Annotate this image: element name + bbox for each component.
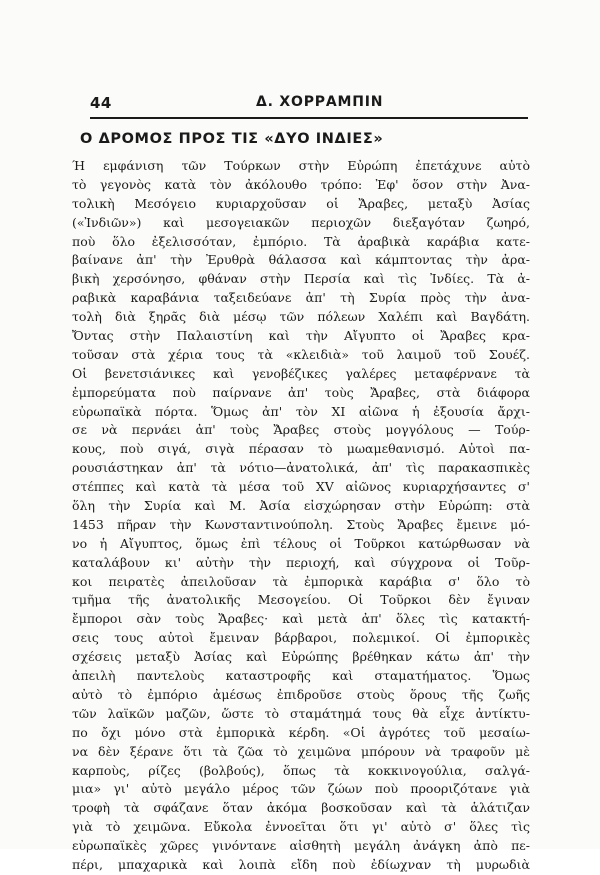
running-head-author: Δ. ΧΟΡΡΑΜΠΙΝ [256,94,384,110]
text-line: σχέσεις μεταξὺ Ἀσίας καὶ Εὐρώπης βρέθηκαν κάτω ἀπ' τὴν [72,649,530,665]
text-line: ὅλη τὴν Συρία καὶ Μ. Ἀσία εἰσχώρησαν στὴν Εὐρώπη: στὰ [72,498,530,514]
text-line: μια» γι' αὐτὸ μεγάλο μέρος τῶν ζώων ποὺ προοριζότανε γιὰ [72,781,530,797]
text-line: ἐμπορεύματα ποὺ παίρνανε ἀπ' τοὺς Ἄραβες, στὰ διάφορα [72,384,530,400]
text-line: ἀπειλὴ παντελοὺς καταστροφῆς καὶ σταματήματος. Ὅμως [72,668,530,684]
header-rule [90,117,528,119]
text-line: ραβικὰ καραβάνια ταξειδεύανε ἀπ' τὴ Συρία πρὸς τὴν ἀνα- [72,290,530,306]
page-number: 44 [90,94,112,112]
text-line: γιὰ τὸ χειμῶνα. Εὔκολα ἐννοεῖται ὅτι γι' αὐτὸ σ' ὅλες τὶς [72,819,530,835]
text-line: εὐρωπαϊκὰ πόρτα. Ὅμως ἀπ' τὸν XI αἰῶνα ἡ ἐξουσία ἄρχι- [72,403,530,419]
text-line: ρουσιάστηκαν ἀπ' τὰ νότιο—ἀνατολικά, ἀπ' τὶς παρακασπικὲς [72,460,530,476]
text-line: Οἱ βενετσιάνικες καὶ γενοβέζικες γαλέρες μεταφέρνανε τὰ [72,365,530,381]
text-line: νο ἡ Αἴγυπτος, ὅμως ἐπὶ τέλους οἱ Τοῦρκοι κατώρθωσαν νὰ [72,535,530,551]
text-line: βαίνανε ἀπ' τὴν Ἐρυθρὰ θάλασσα καὶ κάμπτοντας τὴν ἀρα- [72,252,530,268]
text-line: κοι πειρατὲς ἀπειλοῦσαν τὰ ἐμπορικὰ καράβια σ' ὅλο τὸ [72,573,530,589]
text-line: τοῦσαν στὰ χέρια τους τὰ «κλειδιὰ» τοῦ λαιμοῦ τοῦ Σουέζ. [72,346,530,362]
text-line: τμῆμα τῆς ἀνατολικῆς Μεσογείου. Οἱ Τοῦρκοι δὲν ἔγιναν [72,592,530,608]
body-text [72,157,530,875]
text-line: κους, ποὺ σιγά, σιγὰ πέρασαν τὸ μωαμεθανισμό. Αὐτοὶ πα- [72,441,530,457]
text-line: («Ἰνδιῶν») καὶ μεσογειακῶν περιοχῶν διεξαγόταν ζωηρό, [72,214,530,230]
text-line: βικὴ χερσόνησο, φθάναν στὴν Περσία καὶ τὶς Ἰνδίες. Τὰ ἀ- [72,271,530,287]
text-line: εὐρωπαϊκὲς χῶρες γινόντανε αἰσθητὴ μεγάλη ἀνάγκη ἀπὸ πε- [72,838,530,854]
text-line: πέρι, μπαχαρικὰ καὶ λοιπὰ εἴδη ποὺ ἐδίωχναν τὴ μυρωδιὰ [72,856,530,872]
text-line: Ὄντας στὴν Παλαιστίνη καὶ τὴν Αἴγυπτο οἱ Ἄραβες κρα- [72,328,530,344]
text-line: σε νὰ περνάει ἀπ' τοὺς Ἄραβες στοὺς μογγόλους — Τούρ- [72,422,530,438]
text-line: τολὴ διὰ ξηρᾶς διὰ μέσῳ τῶν πόλεων Χαλέπι καὶ Βαγδάτη. [72,309,530,325]
text-line: πο ὄχι μόνο στὰ ἐμπορικὰ κέρδη. «Οἱ ἀγρότες τοῦ μεσαίω- [72,724,530,740]
text-line: 1453 πῆραν τὴν Κωνσταντινούπολη. Στοὺς Ἄραβες ἔμεινε μό- [72,516,530,532]
text-line: τῶν λαϊκῶν μαζῶν, ὥστε τὸ σταμάτημά τους θὰ εἶχε ἀντίκτυ- [72,705,530,721]
text-line: καταλάβουν κι' αὐτὴν τὴν περιοχή, καὶ σύγχρονα οἱ Τοῦρ- [72,554,530,570]
text-line: καρποὺς, ρίζες (βολβούς), ὅπως τὰ κοκκινογούλια, σαλγά- [72,762,530,778]
text-line: σεις τους αὐτοὶ ἔμειναν βάρβαροι, πολεμικοί. Οἱ ἐμπορικὲς [72,630,530,646]
text-line: αὐτὸ τὸ ἐμπόριο ἀμέσως ἐπιδροῦσε στοὺς ὅρους τῆς ζωῆς [72,686,530,702]
text-line: να δὲν ξέρανε ὅτι τὰ ζῶα τὸ χειμῶνα μπόρουν νὰ τραφοῦν μὲ [72,743,530,759]
text-line: τολικὴ Μεσόγειο κυριαρχοῦσαν οἱ Ἄραβες, μεταξὺ Ἀσίας [72,195,530,211]
text-line: τὸ γεγονὸς κατὰ τὸν ἀκόλουθο τρόπο: Ἐφ' ὅσον στὴν Ἀνα- [72,176,530,192]
text-line: τροφὴ τὰ σφάζανε ὅταν ἀκόμα βοσκοῦσαν καὶ τὰ ἁλάτιζαν [72,800,530,816]
text-line: ἔμποροι σὰν τοὺς Ἄραβες· καὶ μετὰ ἀπ' ὅλες τὶς κατακτή- [72,611,530,627]
text-line: ποὺ ὅλο ἐξελισσόταν, ἐμπόριο. Τὰ ἀραβικὰ καράβια κατε- [72,233,530,249]
chapter-title: Ο ΔΡΟΜΟΣ ΠΡΟΣ ΤΙΣ «ΔΥΟ ΙΝΔΙΕΣ» [80,131,384,147]
running-head [90,94,518,114]
text-line: Ή εμφάνιση τῶν Τούρκων στὴν Εὐρώπη ἐπετάχυνε αὐτὸ [72,158,530,173]
text-line: στέππες καὶ κατὰ τὰ μέσα τοῦ XV αἰῶνος κυριαρχήσαντες σ' [72,479,530,495]
